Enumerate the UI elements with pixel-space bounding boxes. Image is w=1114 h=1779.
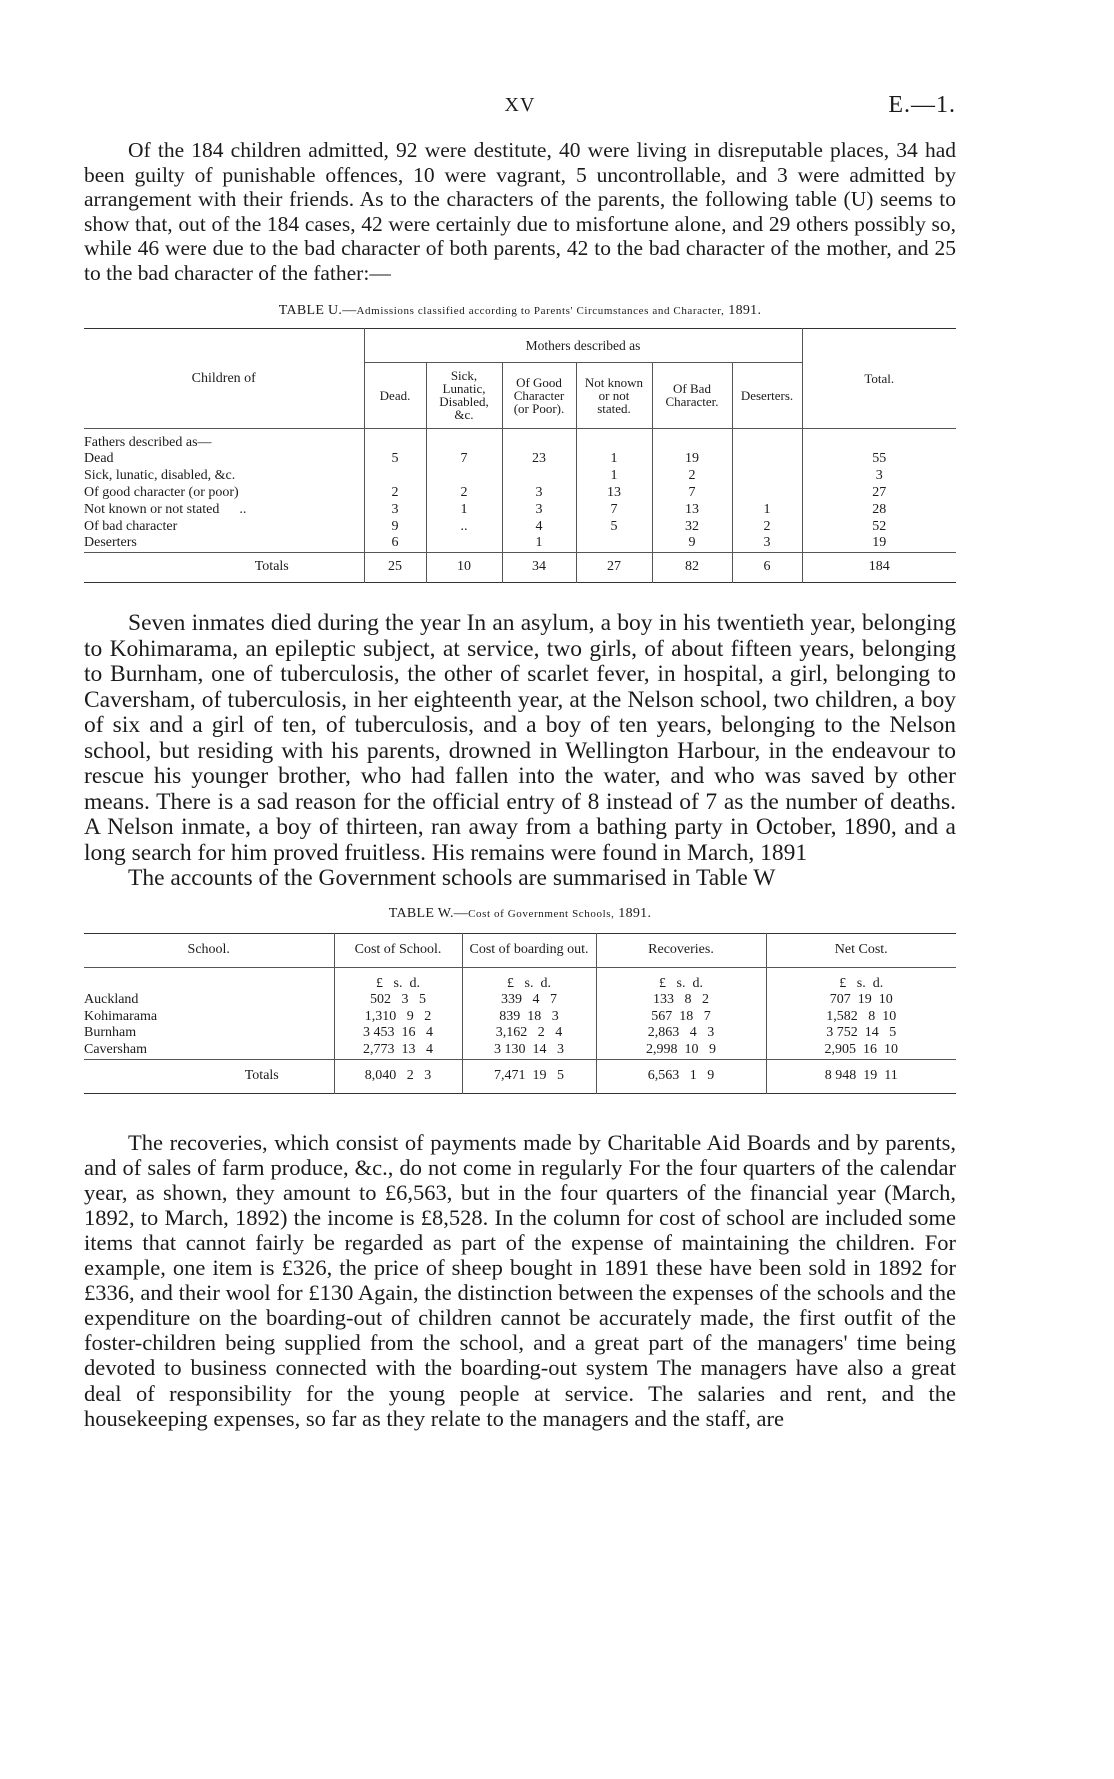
table-u-body [84, 428, 956, 583]
table-u-totals-row [84, 553, 956, 583]
table-w-caption [84, 906, 956, 922]
table-cell [364, 468, 426, 485]
table-w-caption-year: 1891. [618, 905, 652, 921]
table-u-col-sick: Sick, Lunatic, Disabled, &c. [426, 362, 502, 428]
row-label [84, 519, 364, 536]
table-row [84, 451, 956, 468]
table-cell: 13 [652, 502, 732, 519]
totals-cell: 10 [426, 553, 502, 583]
table-w-body [84, 967, 956, 1093]
row-label [84, 451, 364, 468]
school-name: Burnham [84, 1025, 137, 1041]
table-cell: 3 [364, 502, 426, 519]
table-cell: 5 [576, 519, 652, 536]
table-cell: 23 [502, 451, 576, 468]
table-cell: 2 [426, 485, 502, 502]
table-w-units-row [84, 967, 956, 992]
table-cell: 2 [364, 485, 426, 502]
table-cell: 1 [732, 502, 802, 519]
totals-cell: 27 [576, 553, 652, 583]
table-cell [732, 451, 802, 468]
table-cell: 6 [364, 535, 426, 552]
table-row [84, 535, 956, 552]
table-w [84, 933, 956, 1094]
table-cell: 19 [652, 451, 732, 468]
row-label-text: Of bad character [84, 518, 178, 534]
table-u-group-header: Mothers described as [364, 328, 802, 362]
table-u-caption-year: 1891. [728, 302, 762, 318]
money-cell: 133 8 2 [596, 992, 766, 1009]
paragraph-recoveries: The recoveries, which consist of payments made by Charitable Aid Boards and by parents, and of sales of farm produce, &c., do not come in regularly For the four quarters of the calendar year, as shown, they amount to £6,563, but in the four quarters of the financial year (March, 1892, to March, 1892) the income is £8,528. In the column for cost of school are included some items that cannot fairly be regarded as part of the expense of maintaining the children. For example, one item is £326, the price of sheep bought in 1891 these have been sold in 1892 for £336, and their wool for £130 Again, the distinction between the expenses of the schools and the expenditure on the boarding-out of children cannot be accurately made, the first outfit of the foster-children being supplied from the school, and a great part of the managers' time being devoted to business connected with the boarding-out system The managers have also a great deal of responsibility for the young people at service. The salaries and rent, and the housekeeping expenses, so far as they relate to the managers and the staff, are [84, 1129, 956, 1431]
table-cell [732, 485, 802, 502]
table-w-col-recoveries: Recoveries. [596, 933, 766, 967]
table-u-col-bad-character: Of Bad Character. [652, 362, 732, 428]
table-cell: 27 [802, 485, 956, 502]
table-row [84, 519, 956, 536]
row-label-text: Not known or not stated [84, 501, 220, 517]
table-w-units: £ s. d. [334, 967, 462, 992]
table-u-caption-title: Admissions classified according to Parents' Circumstances and Character, [356, 304, 725, 317]
table-cell [426, 468, 502, 485]
row-label-text: Of good character (or poor) [84, 484, 239, 500]
table-w-units: £ s. d. [766, 967, 956, 992]
table-cell: 9 [652, 535, 732, 552]
table-u-col-good-character: Of Good Character (or Poor). [502, 362, 576, 428]
table-cell: 7 [426, 451, 502, 468]
table-cell: 3 [802, 468, 956, 485]
money-cell: 3 752 14 5 [766, 1025, 956, 1042]
table-cell: 1 [426, 502, 502, 519]
totals-cell: 6 [732, 553, 802, 583]
document-page [84, 92, 956, 1431]
table-cell [426, 535, 502, 552]
row-label [84, 535, 364, 552]
table-w-caption-prefix: TABLE W.— [388, 905, 469, 921]
totals-cell: 34 [502, 553, 576, 583]
money-cell: 502 3 5 [334, 992, 462, 1009]
row-label-text: Deserters [84, 535, 137, 551]
table-cell: 19 [802, 535, 956, 552]
table-cell: 7 [576, 502, 652, 519]
table-u-group-label: Fathers described as— [84, 434, 212, 450]
money-cell: 707 19 10 [766, 992, 956, 1009]
table-cell: 3 [502, 502, 576, 519]
totals-label: Totals [84, 553, 364, 583]
money-cell: 3 453 16 4 [334, 1025, 462, 1042]
table-u-caption-prefix: TABLE U.— [278, 302, 357, 318]
table-cell: 1 [502, 535, 576, 552]
row-label [84, 468, 364, 485]
money-cell: 3 130 14 3 [462, 1042, 596, 1059]
table-u-group-row [84, 428, 956, 451]
document-code: E.—1. [888, 92, 956, 118]
table-w-totals-row [84, 1059, 956, 1093]
table-cell: 13 [576, 485, 652, 502]
totals-cell: 184 [802, 553, 956, 583]
table-u-col-not-known: Not known or not stated. [576, 362, 652, 428]
totals-cell: 25 [364, 553, 426, 583]
page-number: XV [504, 94, 536, 116]
table-cell: 3 [732, 535, 802, 552]
totals-cell: 8,040 2 3 [334, 1059, 462, 1093]
table-cell [502, 468, 576, 485]
table-cell: 4 [502, 519, 576, 536]
table-w-col-net-cost: Net Cost. [766, 933, 956, 967]
money-cell: 2,905 16 10 [766, 1042, 956, 1059]
table-row [84, 468, 956, 485]
table-row [84, 992, 956, 1009]
paragraph-admissions: Of the 184 children admitted, 92 were destitute, 40 were living in disreputable places, 34 had been guilty of punishable offences, 10 were vagrant, 5 uncontrollable, and 3 were admitted by arrangement with their friends. As to the characters of the parents, the following table (U) seems to show that, out of the 184 cases, 42 were certainly due to misfortune alone, and 29 others possibly so, while 46 were due to the bad character of both parents, 42 to the bad character of the mother, and 25 to the bad character of the father:— [84, 138, 956, 285]
row-label-text: Sick, lunatic, disabled, &c. [84, 468, 236, 484]
table-row [84, 502, 956, 519]
paragraph-accounts: The accounts of the Government schools are summarised in Table W [128, 865, 776, 892]
money-cell: 339 4 7 [462, 992, 596, 1009]
totals-cell: 6,563 1 9 [596, 1059, 766, 1093]
table-cell: 9 [364, 519, 426, 536]
school-name: Kohimarama [84, 1008, 158, 1024]
table-cell: 3 [502, 485, 576, 502]
table-cell: 52 [802, 519, 956, 536]
table-w-units: £ s. d. [596, 967, 766, 992]
table-cell: 5 [364, 451, 426, 468]
table-row [84, 1042, 956, 1059]
totals-label: Totals [84, 1059, 334, 1093]
table-cell: 1 [576, 451, 652, 468]
money-cell: 1,582 8 10 [766, 1009, 956, 1026]
row-leader-dots: .. [239, 501, 247, 517]
table-cell: 55 [802, 451, 956, 468]
table-cell: .. [426, 519, 502, 536]
money-cell: 3,162 2 4 [462, 1025, 596, 1042]
money-cell: 2,863 4 3 [596, 1025, 766, 1042]
paragraph-deaths: Seven inmates died during the year In an asylum, a boy in his twentieth year, belonging to Kohimarama, an epileptic subject, at service, two girls, of about fifteen years, belonging to Burnham, one of tuberculosis, the other of scarlet fever, in hospital, a girl, belonging to Caversham, of tuberculosis, in her eighteenth year, at the Nelson school, two children, a boy of six and a girl of ten, of tuberculosis, and a boy of ten years, belonging to the Nelson school, but residing with his parents, drowned in Wellington Harbour, in the endeavour to rescue his younger brother, who had fallen into the water, and who was saved by other means. There is a sad reason for the official entry of 8 instead of 7 as the number of deaths. A Nelson inmate, a boy of thirteen, ran away from a bathing party in October, 1890, and a long search for him proved fruitless. His remains were found in March, 1891 [84, 610, 956, 866]
totals-cell: 8 948 19 11 [766, 1059, 956, 1093]
table-cell: 7 [652, 485, 732, 502]
school-name: Auckland [84, 992, 139, 1008]
table-u-col-dead: Dead. [364, 362, 426, 428]
table-cell: 32 [652, 519, 732, 536]
table-cell [576, 535, 652, 552]
table-u-total-header: Total. [802, 328, 956, 428]
table-cell: 2 [652, 468, 732, 485]
school-name: Caversham [84, 1042, 147, 1058]
row-label [84, 485, 364, 502]
table-cell: 1 [576, 468, 652, 485]
money-cell: 1,310 9 2 [334, 1009, 462, 1026]
table-row [84, 485, 956, 502]
totals-cell: 7,471 19 5 [462, 1059, 596, 1093]
table-row [84, 1009, 956, 1026]
money-cell: 2,998 10 9 [596, 1042, 766, 1059]
table-u-caption [84, 303, 956, 319]
table-u [84, 328, 956, 584]
money-cell: 839 18 3 [462, 1009, 596, 1026]
page-header [84, 92, 956, 122]
table-w-col-cost-boarding: Cost of boarding out. [462, 933, 596, 967]
table-row [84, 1025, 956, 1042]
table-u-left-header: Children of [84, 328, 364, 428]
money-cell: 2,773 13 4 [334, 1042, 462, 1059]
table-w-col-cost-of-school: Cost of School. [334, 933, 462, 967]
table-cell [732, 468, 802, 485]
table-u-col-deserters: Deserters. [732, 362, 802, 428]
table-w-units: £ s. d. [462, 967, 596, 992]
table-cell: 2 [732, 519, 802, 536]
money-cell: 567 18 7 [596, 1009, 766, 1026]
row-label [84, 502, 364, 519]
totals-cell: 82 [652, 553, 732, 583]
table-cell: 28 [802, 502, 956, 519]
table-w-caption-title: Cost of Government Schools, [468, 907, 615, 920]
table-w-col-school: School. [84, 933, 334, 967]
row-label-text: Dead [84, 451, 114, 467]
